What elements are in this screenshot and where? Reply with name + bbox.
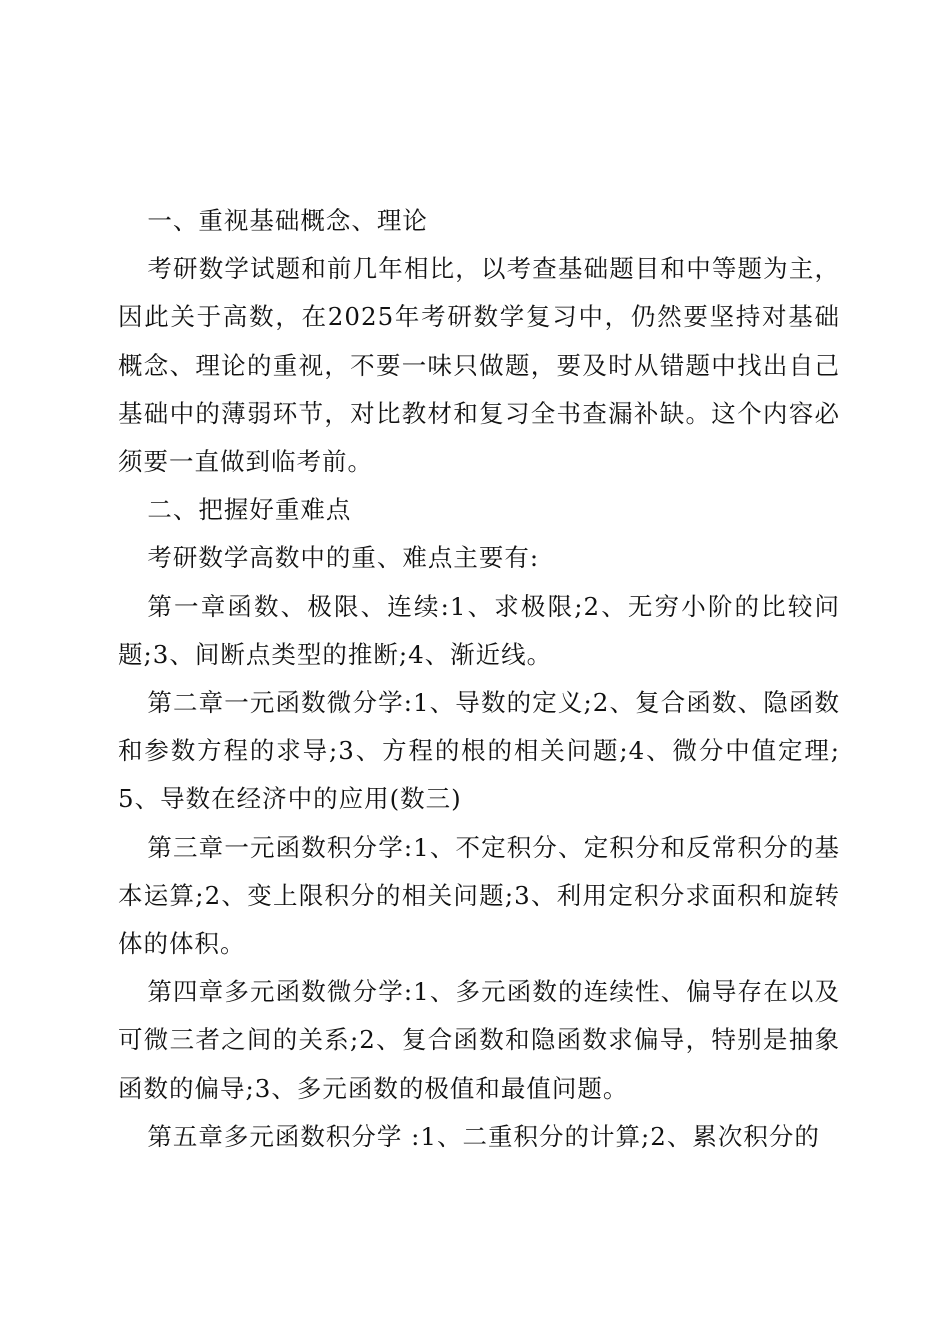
paragraph-chapter-2: 第二章一元函数微分学:1、导数的定义;2、复合函数、隐函数和参数方程的求导;3、方程的根的相关问题;4、微分中值定理;5、导数在经济中的应用(数三) [118,688,840,814]
document-body [118,197,840,1161]
heading-basic-concepts: 一、重视基础概念、理论 [147,206,428,235]
paragraph-chapter-1: 第一章函数、极限、连续:1、求极限;2、无穷小阶的比较问题;3、间断点类型的推断;4、渐近线。 [118,591,840,669]
paragraph-chapter-3: 第三章一元函数积分学:1、不定积分、定积分和反常积分的基本运算;2、变上限积分的相关问题;3、利用定积分求面积和旋转体的体积。 [118,832,840,959]
paragraph-chapter-4: 第四章多元函数微分学:1、多元函数的连续性、偏导存在以及可微三者之间的关系;2、复合函数和隐函数求偏导，特别是抽象函数的偏导;3、多元函数的极值和最值问题。 [118,977,840,1103]
paragraph-key-points-intro: 考研数学高数中的重、难点主要有: [147,543,540,573]
paragraph-basic-concepts: 考研数学试题和前几年相比，以考查基础题目和中等题为主，因此关于高数，在2025年考研数学复习中，仍然要坚持对基础概念、理论的重视，不要一味只做题，要及时从错题中找出自己基础中的薄弱环节，对比教材和复习全书查漏补缺。这个内容必须要一直做到临考前。 [118,254,840,477]
heading-key-points: 二、把握好重难点 [147,495,352,525]
paragraph-chapter-5: 第五章多元函数积分学 :1、二重积分的计算;2、累次积分的 [147,1121,820,1151]
